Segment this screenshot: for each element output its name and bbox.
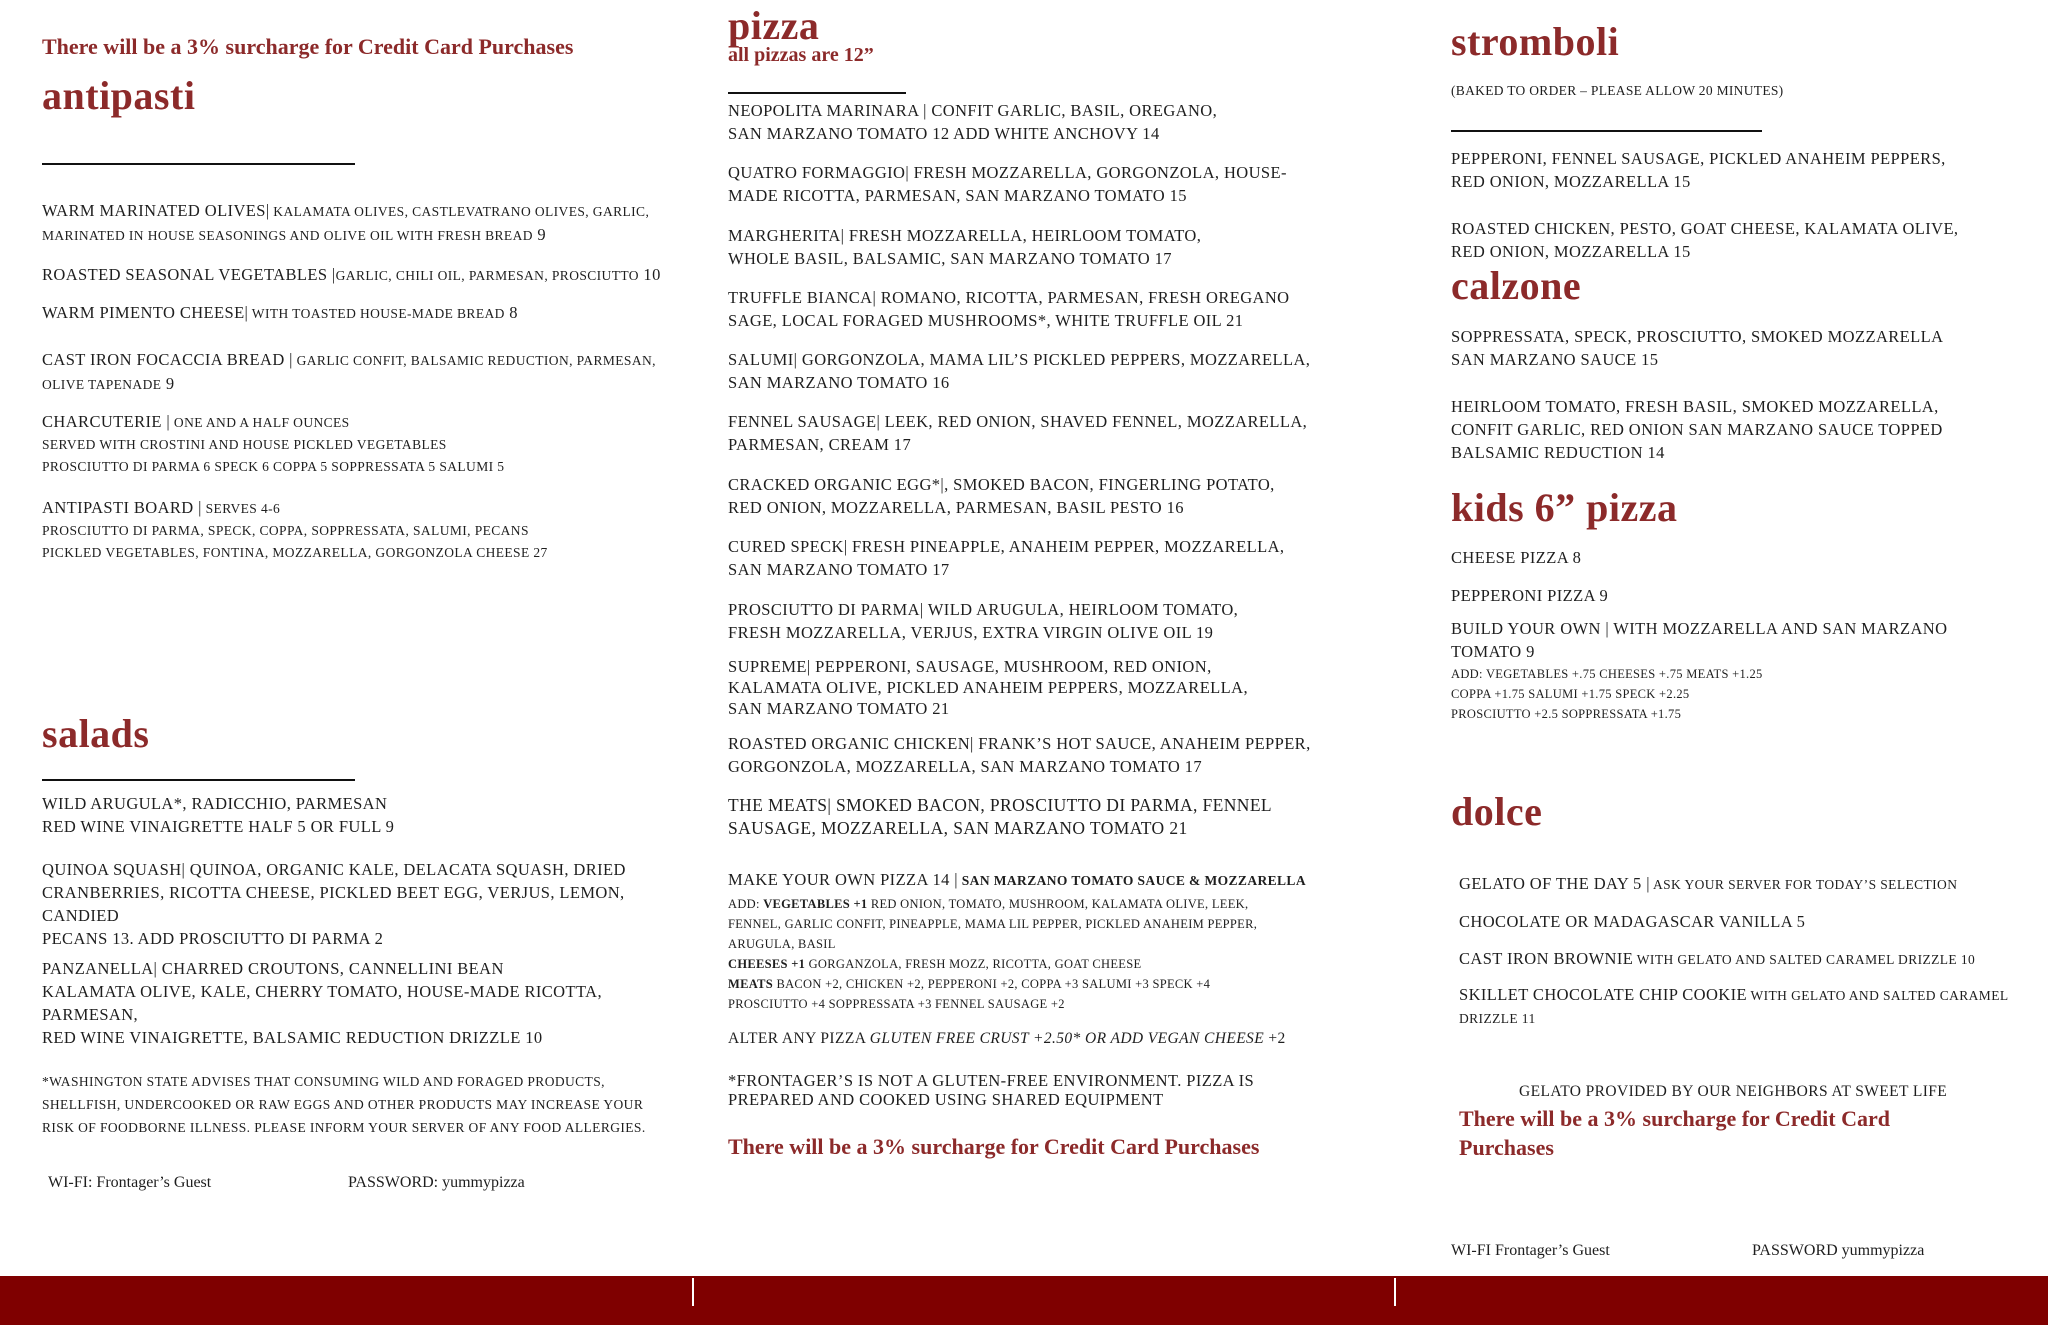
menu-item: FENNEL SAUSAGE| LEEK, RED ONION, SHAVED FENNEL, MOZZARELLA, PARMESAN, CREAM 17 bbox=[728, 412, 1308, 454]
menu-item: WILD ARUGULA*, RADICCHIO, PARMESAN RED WINE VINAIGRETTE HALF 5 OR FULL 9 bbox=[42, 794, 395, 836]
menu-item: BUILD YOUR OWN | WITH MOZZARELLA AND SAN MARZANO TOMATO 9 bbox=[1451, 619, 1948, 661]
stromboli-note: (BAKED TO ORDER – PLEASE ALLOW 20 MINUTES) bbox=[1451, 83, 1784, 98]
make-your-own-pizza: MAKE YOUR OWN PIZZA 14 | SAN MARZANO TOMATO SAUCE & MOZZARELLA bbox=[728, 870, 1306, 889]
menu-item: ROASTED ORGANIC CHICKEN| FRANK’S HOT SAUCE, ANAHEIM PEPPER, GORGONZOLA, MOZZARELLA, SAN MARZANO TOMATO 17 bbox=[728, 734, 1311, 776]
kids-add-ons: ADD: VEGETABLES +.75 CHEESES +.75 MEATS +1.25 COPPA +1.75 SALUMI +1.75 SPECK +2.25 PROSCIUTTO +2.5 SOPPRESSATA +1.75 bbox=[1451, 667, 1763, 721]
gluten-disclaimer: *FRONTAGER’S IS NOT A GLUTEN-FREE ENVIRONMENT. PIZZA IS PREPARED AND COOKED USING SHARED EQUIPMENT bbox=[728, 1071, 1255, 1109]
menu-item: SKILLET CHOCOLATE CHIP COOKIE WITH GELATO AND SALTED CARAMEL DRIZZLE 11 bbox=[1459, 985, 2009, 1026]
menu-item: THE MEATS| SMOKED BACON, PROSCIUTTO DI PARMA, FENNEL SAUSAGE, MOZZARELLA, SAN MARZANO TOMATO 21 bbox=[728, 795, 1273, 838]
footer-band bbox=[0, 1276, 2048, 1325]
section-heading-kids-pizza: kids 6” pizza bbox=[1451, 485, 1678, 530]
menu-item: ROASTED SEASONAL VEGETABLES |GARLIC, CHILI OIL, PARMESAN, PROSCIUTTO 10 bbox=[42, 265, 661, 284]
menu-item: ANTIPASTI BOARD | SERVES 4-6 PROSCIUTTO DI PARMA, SPECK, COPPA, SOPPRESSATA, SALUMI, PECANS PICKLED VEGETABLES, FONTINA, MOZZARELLA, GORGONZOLA CHEESE 27 bbox=[42, 498, 548, 560]
menu-item: CHEESE PIZZA 8 bbox=[1451, 548, 1582, 567]
wifi-network: WI-FI Frontager’s Guest bbox=[1451, 1242, 1610, 1259]
pizza-size-note: all pizzas are 12” bbox=[728, 44, 874, 66]
divider bbox=[42, 163, 355, 165]
menu-item: WARM PIMENTO CHEESE| WITH TOASTED HOUSE-MADE BREAD 8 bbox=[42, 303, 518, 322]
allergy-advisory: *WASHINGTON STATE ADVISES THAT CONSUMING WILD AND FORAGED PRODUCTS, SHELLFISH, UNDERCOOKED OR RAW EGGS AND OTHER PRODUCTS MAY INCREASE YOUR RISK OF FOODBORNE ILLNESS. PLEASE INFORM YOUR SERVER OF ANY FOOD ALLERGIES. bbox=[42, 1074, 646, 1135]
divider bbox=[42, 779, 355, 781]
menu-item: SALUMI| GORGONZOLA, MAMA LIL’S PICKLED PEPPERS, MOZZARELLA, SAN MARZANO TOMATO 16 bbox=[728, 350, 1311, 392]
surcharge-notice: There will be a 3% surcharge for Credit Card Purchases bbox=[728, 1134, 1260, 1159]
divider bbox=[728, 92, 906, 94]
menu-item: GELATO OF THE DAY 5 | ASK YOUR SERVER FOR TODAY’S SELECTION bbox=[1459, 874, 1958, 893]
section-heading-antipasti: antipasti bbox=[42, 73, 196, 118]
menu-item: NEOPOLITA MARINARA | CONFIT GARLIC, BASIL, OREGANO, SAN MARZANO TOMATO 12 ADD WHITE ANCHOVY 14 bbox=[728, 101, 1218, 143]
gelato-credit: GELATO PROVIDED BY OUR NEIGHBORS AT SWEET LIFE bbox=[1519, 1083, 1948, 1100]
make-your-own-options: ADD: VEGETABLES +1 RED ONION, TOMATO, MUSHROOM, KALAMATA OLIVE, LEEK, FENNEL, GARLIC CONFIT, PINEAPPLE, MAMA LIL PEPPER, PICKLED ANAHEIM PEPPER, ARUGULA, BASIL CHEESES +1 GORGANZOLA, FRESH MOZZ, RICOTTA, GOAT CHEESE MEATS BACON +2, CHICKEN +2, PEPPERONI +2, COPPA +3 SALUMI +3 SPECK +4 PROSCIUTTO +4 SOPPRESSATA +3 FENNEL SAUSAGE +2 bbox=[728, 897, 1258, 1011]
menu-item: PROSCIUTTO DI PARMA| WILD ARUGULA, HEIRLOOM TOMATO, FRESH MOZZARELLA, VERJUS, EXTRA VIRGIN OLIVE OIL 19 bbox=[728, 600, 1239, 642]
menu-item: PEPPERONI, FENNEL SAUSAGE, PICKLED ANAHEIM PEPPERS, RED ONION, MOZZARELLA 15 bbox=[1451, 149, 1946, 191]
surcharge-notice: There will be a 3% surcharge for Credit Card Purchases bbox=[1459, 1106, 1890, 1160]
menu-item: HEIRLOOM TOMATO, FRESH BASIL, SMOKED MOZZARELLA, CONFIT GARLIC, RED ONION SAN MARZANO SAUCE TOPPED BALSAMIC REDUCTION 14 bbox=[1451, 397, 1943, 462]
wifi-network: WI-FI: Frontager’s Guest bbox=[48, 1174, 212, 1191]
menu-item: PEPPERONI PIZZA 9 bbox=[1451, 586, 1609, 605]
menu-item: ROASTED CHICKEN, PESTO, GOAT CHEESE, KALAMATA OLIVE, RED ONION, MOZZARELLA 15 bbox=[1451, 219, 1959, 261]
menu-item: CAST IRON BROWNIE WITH GELATO AND SALTED CARAMEL DRIZZLE 10 bbox=[1459, 949, 1976, 968]
section-heading-stromboli: stromboli bbox=[1451, 19, 1620, 64]
section-heading-salads: salads bbox=[42, 711, 150, 756]
menu-item: CHOCOLATE OR MADAGASCAR VANILLA 5 bbox=[1459, 912, 1806, 931]
menu-item: SOPPRESSATA, SPECK, PROSCIUTTO, SMOKED MOZZARELLA SAN MARZANO SAUCE 15 bbox=[1451, 327, 1944, 369]
menu-item: TRUFFLE BIANCA| ROMANO, RICOTTA, PARMESAN, FRESH OREGANO SAGE, LOCAL FORAGED MUSHROOMS*, WHITE TRUFFLE OIL 21 bbox=[728, 288, 1290, 330]
section-heading-pizza: pizza bbox=[728, 3, 820, 48]
fold-divider bbox=[1394, 1278, 1396, 1306]
menu-item: SUPREME| PEPPERONI, SAUSAGE, MUSHROOM, RED ONION, KALAMATA OLIVE, PICKLED ANAHEIM PEPPERS, MOZZARELLA, SAN MARZANO TOMATO 21 bbox=[728, 657, 1248, 718]
menu-item: QUINOA SQUASH| QUINOA, ORGANIC KALE, DELACATA SQUASH, DRIED CRANBERRIES, RICOTTA CHEESE, PICKLED BEET EGG, VERJUS, LEMON, CANDIED PECANS 13. ADD PROSCIUTTO DI PARMA 2 bbox=[42, 860, 626, 948]
menu-item: MARGHERITA| FRESH MOZZARELLA, HEIRLOOM TOMATO, WHOLE BASIL, BALSAMIC, SAN MARZANO TOMATO 17 bbox=[728, 226, 1202, 268]
menu-item: CRACKED ORGANIC EGG*|, SMOKED BACON, FINGERLING POTATO, RED ONION, MOZZARELLA, PARMESAN, BASIL PESTO 16 bbox=[728, 475, 1275, 517]
menu-item: CHARCUTERIE | ONE AND A HALF OUNCES SERVED WITH CROSTINI AND HOUSE PICKLED VEGETABLES PROSCIUTTO DI PARMA 6 SPECK 6 COPPA 5 SOPPRESSATA 5 SALUMI 5 bbox=[42, 412, 505, 474]
menu-item: CAST IRON FOCACCIA BREAD | GARLIC CONFIT, BALSAMIC REDUCTION, PARMESAN, OLIVE TAPENADE 9 bbox=[42, 350, 656, 393]
section-heading-calzone: calzone bbox=[1451, 263, 1582, 308]
divider bbox=[1451, 130, 1762, 132]
alter-pizza-note: ALTER ANY PIZZA GLUTEN FREE CRUST +2.50* OR ADD VEGAN CHEESE +2 bbox=[728, 1030, 1286, 1047]
wifi-password: PASSWORD yummypizza bbox=[1752, 1242, 1925, 1259]
section-heading-dolce: dolce bbox=[1451, 789, 1543, 834]
fold-divider bbox=[692, 1278, 694, 1306]
menu-item: PANZANELLA| CHARRED CROUTONS, CANNELLINI BEAN KALAMATA OLIVE, KALE, CHERRY TOMATO, HOUSE-MADE RICOTTA, PARMESAN, RED WINE VINAIGRETTE, BALSAMIC REDUCTION DRIZZLE 10 bbox=[42, 959, 602, 1047]
menu-item: CURED SPECK| FRESH PINEAPPLE, ANAHEIM PEPPER, MOZZARELLA, SAN MARZANO TOMATO 17 bbox=[728, 537, 1285, 579]
wifi-password: PASSWORD: yummypizza bbox=[348, 1174, 525, 1191]
menu-item: WARM MARINATED OLIVES| KALAMATA OLIVES, CASTLEVATRANO OLIVES, GARLIC, MARINATED IN HOUSE SEASONINGS AND OLIVE OIL WITH FRESH BREAD 9 bbox=[42, 201, 650, 244]
menu-item: QUATRO FORMAGGIO| FRESH MOZZARELLA, GORGONZOLA, HOUSE- MADE RICOTTA, PARMESAN, SAN MARZANO TOMATO 15 bbox=[728, 163, 1287, 205]
surcharge-notice: There will be a 3% surcharge for Credit Card Purchases bbox=[42, 34, 574, 59]
